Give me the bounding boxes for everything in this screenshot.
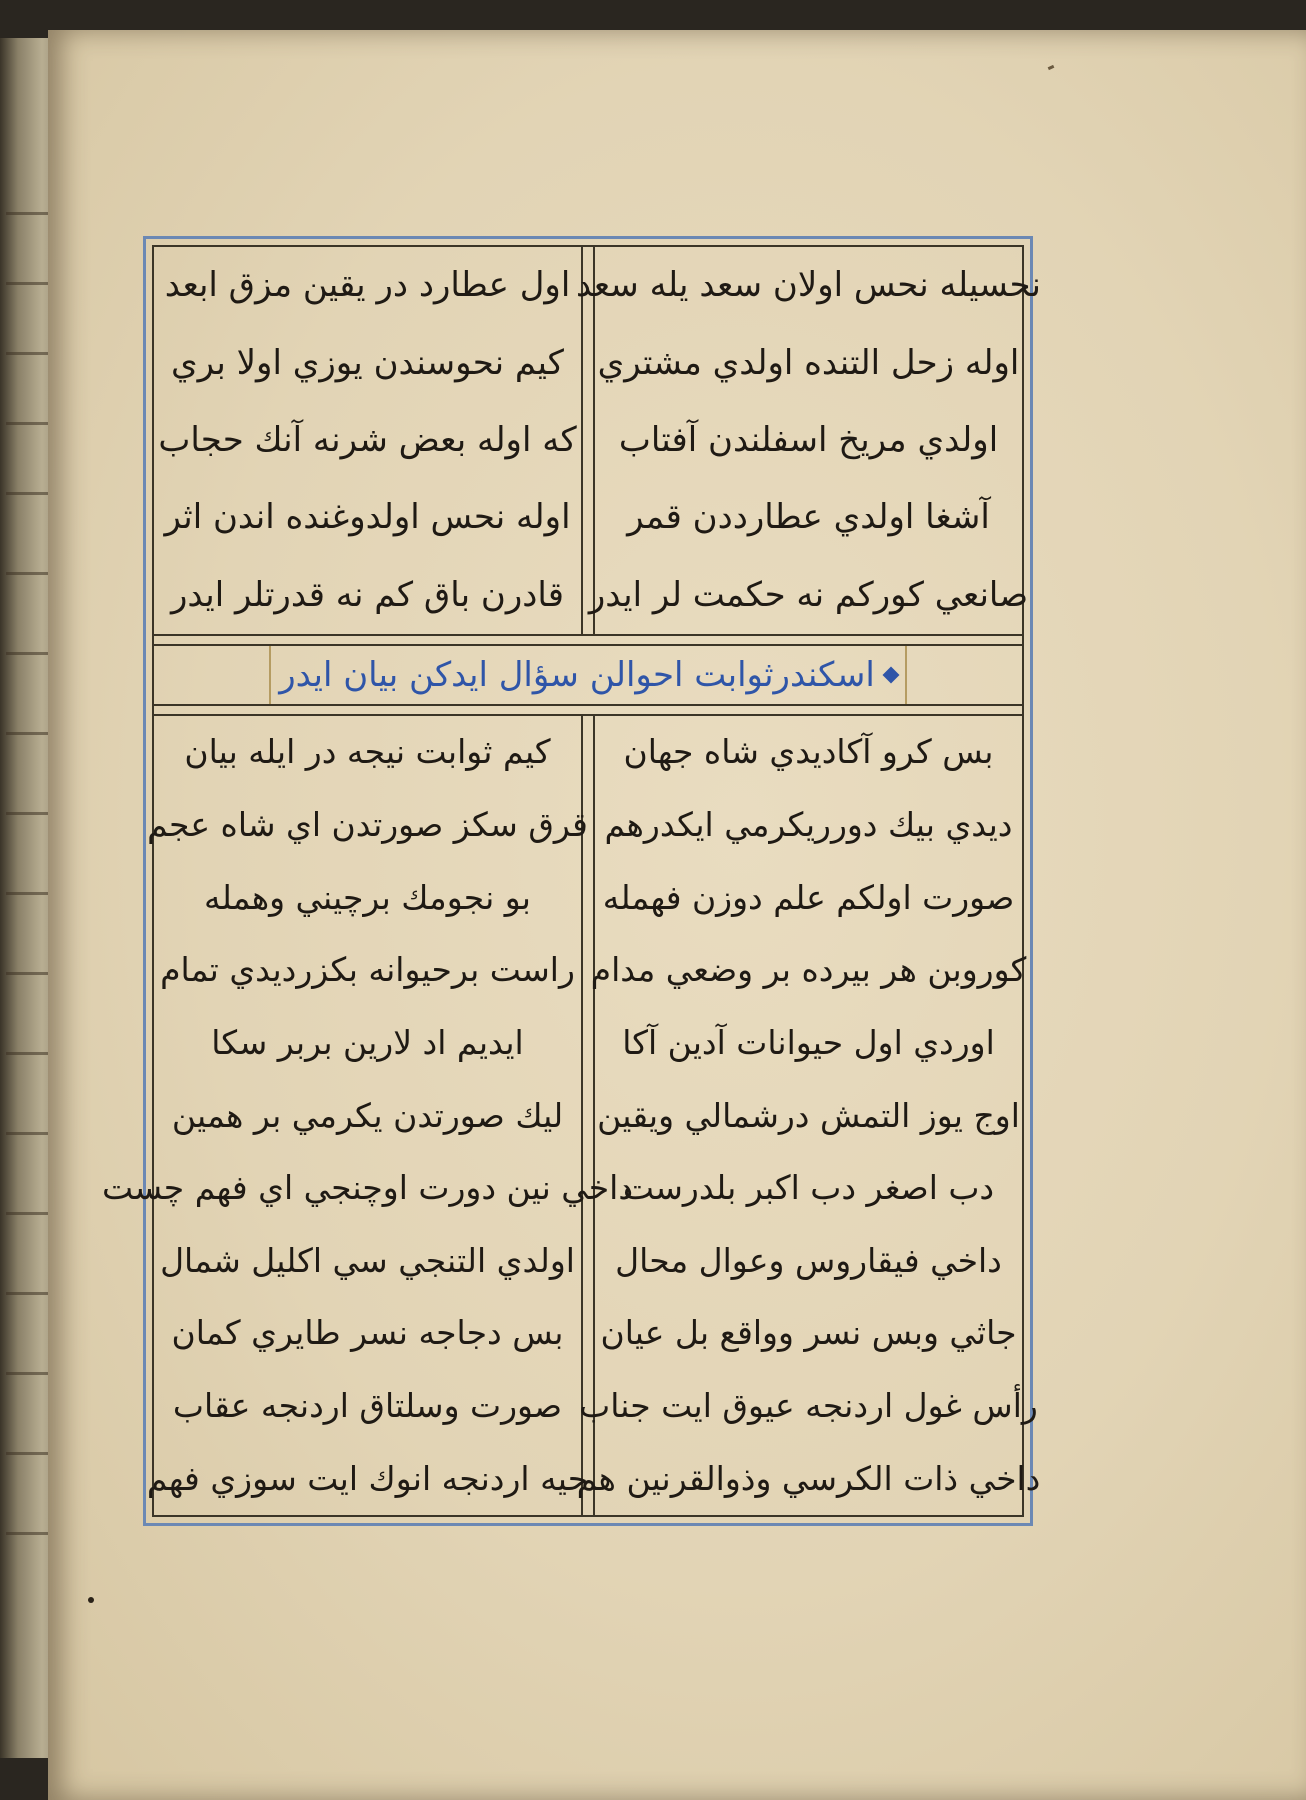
verse-line: قرق سكز صورتدن اي شاه عجم <box>147 804 588 844</box>
verse-line: راست برحيوانه بكزرديدي تمام <box>160 950 575 990</box>
verse-line: داخي ذات الكرسي وذوالقرنين هم <box>576 1458 1041 1498</box>
lower-right-column <box>576 716 1041 1515</box>
verse-line: اولدي مريخ اسفلندن آفتاب <box>618 420 999 461</box>
upper-left-column <box>154 247 581 634</box>
verse-line: بس كرو آكاديدي شاه جهان <box>623 732 994 772</box>
chapter-heading: اسكندرثوابت احوالن سؤال ايدكن بيان ايدر <box>279 655 875 695</box>
lower-left-column <box>101 716 634 1515</box>
verse-line: اول عطارد در يقين مزق ابعد <box>164 265 571 306</box>
verse-line: داخي فيقاروس وعوال محال <box>615 1240 1002 1280</box>
verse-line: كوروبن هر بيرده بر وضعي مدام <box>590 950 1027 990</box>
upper-right-column <box>576 247 1041 634</box>
verse-line: اولدي التنجي سي اكليل شمال <box>160 1240 575 1280</box>
text-frame <box>101 236 1041 1526</box>
verse-line: قادرن باق كم نه قدرتلر ايدر <box>170 574 565 615</box>
heading-rules <box>154 644 1022 706</box>
verse-line: اوله نحس اولدوغنده اندن اثر <box>164 497 571 538</box>
verse-line: كيم نحوسندن يوزي اولا بري <box>171 342 564 383</box>
heading-panel <box>269 646 907 704</box>
lower-verse-block <box>101 716 1041 1515</box>
text-block <box>101 245 1041 1517</box>
verse-line: داخي نين دورت اوچنجي اي فهم چست <box>101 1168 634 1208</box>
margin-dot <box>88 1597 94 1603</box>
verse-line: صورت اولكم علم دوزن فهمله <box>602 877 1015 917</box>
verse-line: بس دجاجه نسر طايري كمان <box>171 1313 564 1353</box>
verse-line: كيم ثوابت نيجه در ايله بيان <box>184 732 551 772</box>
verse-line: بو نجومك برچيني وهمله <box>204 877 531 917</box>
verse-line: آشغا اولدي عطارددن قمر <box>627 497 990 538</box>
rubric-diamond-icon <box>882 667 899 684</box>
verse-line: ايديم اد لارين بربر سكا <box>211 1022 524 1062</box>
chapter-heading-band <box>154 634 1022 716</box>
verse-line: حيه اردنجه انوك ايت سوزي فهم <box>146 1458 589 1498</box>
verse-line: صورت وسلتاق اردنجه عقاب <box>172 1386 563 1426</box>
verse-line: ليك صورتدن يكرمي بر همين <box>171 1095 564 1135</box>
verse-line: اوج يوز التمش درشمالي ويقين <box>597 1095 1020 1135</box>
verse-line: جاثي وبس نسر وواقع بل عيان <box>600 1313 1017 1353</box>
verse-line: صانعي كوركم نه حكمت لر ايدر <box>588 574 1029 615</box>
upper-verse-block <box>154 247 1041 634</box>
verse-line: اوله زحل التنده اولدي مشتري <box>597 342 1020 383</box>
verse-line: ديدي بيك دورريكرمي ايكدرهم <box>604 804 1013 844</box>
verse-line: دب اصغر دب اكبر بلدرست <box>622 1168 995 1208</box>
verse-line: اوردي اول حيوانات آدين آكا <box>622 1022 995 1062</box>
verse-line: رأس غول اردنجه عيوق ايت جناب <box>579 1386 1038 1426</box>
verse-line: كه اوله بعض شرنه آنك حجاب <box>158 420 577 461</box>
verse-line: نحسيله نحس اولان سعد يله سعد <box>576 265 1041 306</box>
